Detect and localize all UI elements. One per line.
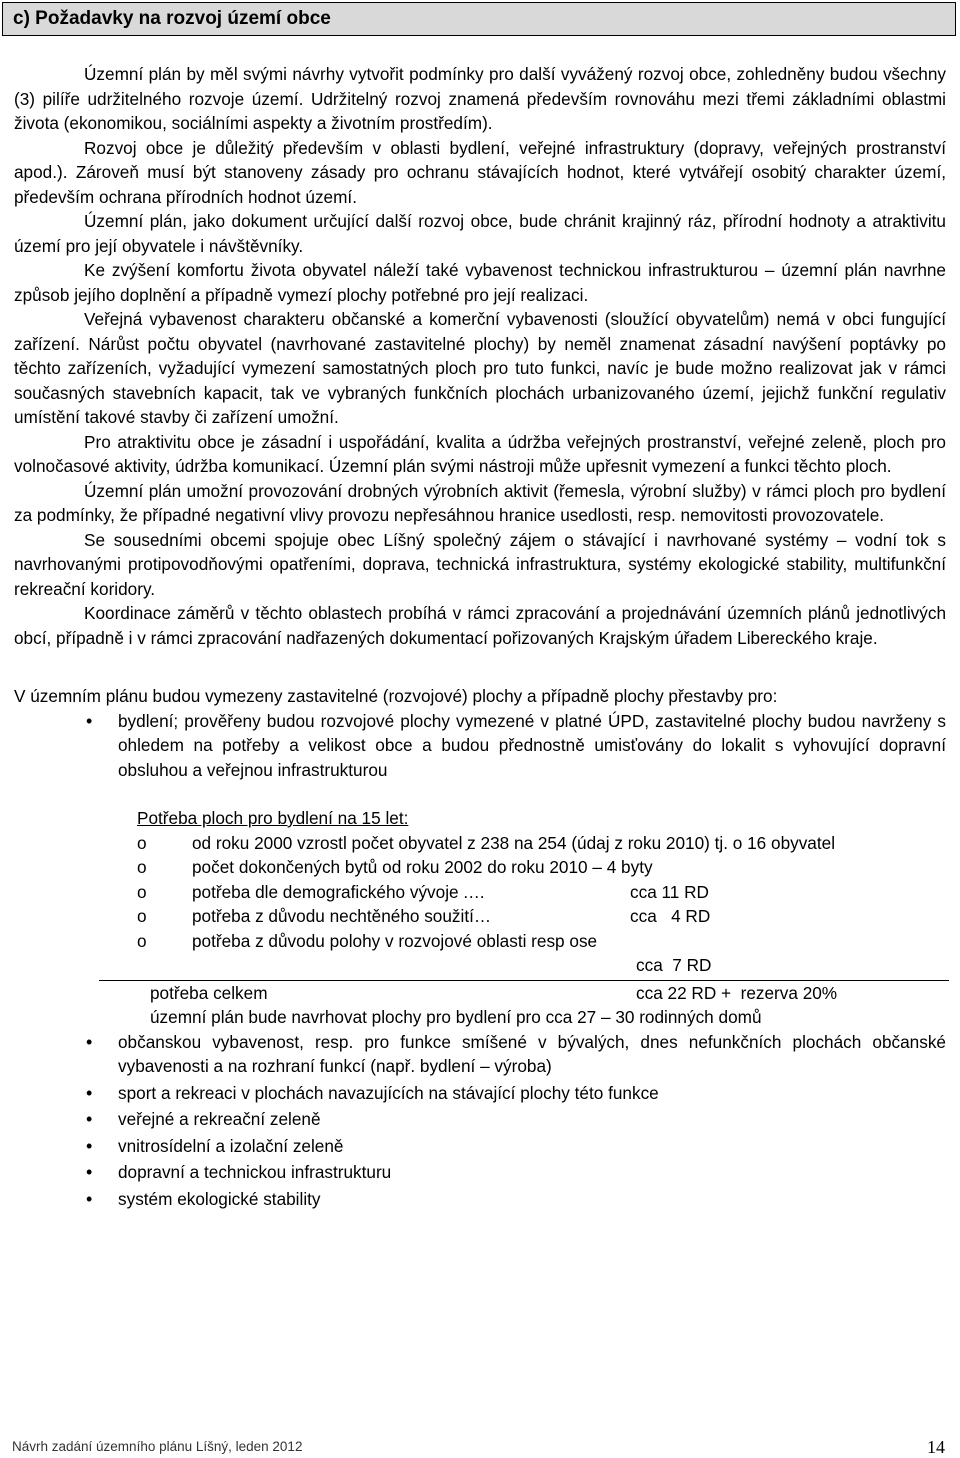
bullet-list	[14, 1030, 946, 1212]
list-item	[137, 855, 946, 880]
bullet-item: • sport a rekreaci v plochách navazujících na stávající plochy této funkce	[14, 1081, 946, 1106]
bullet-item: • systém ekologické stability	[14, 1187, 946, 1212]
bullet-list	[14, 709, 946, 783]
paragraph: Územní plán by měl svými návrhy vytvořit podmínky pro další vyvážený rozvoj obce, zohledněny budou všechny (3) pilíře udržitelného rozvoje území. Udržitelný rozvoj znamená především rovnováhu mezi třemi základními oblastmi života (ekonomikou, sociálními aspekty a životním prostředím).	[14, 64, 946, 133]
list-item-value: cca 4 RD	[630, 906, 711, 926]
page-number: 14	[927, 1437, 945, 1457]
list-marker: o	[137, 832, 147, 853]
list-item-text: od roku 2000 vzrostl počet obyvatel z 238 na 254 (údaj z roku 2010) tj. o 16 obyvatel	[192, 832, 836, 853]
list-item	[137, 929, 946, 954]
paragraph: Pro atraktivitu obce je zásadní i uspořádání, kvalita a údržba veřejných prostranství, veřejné zeleně, ploch pro volnočasové aktivity, údržba komunikací. Územní plán svými nástroji může upřesnit vymezení a funkci těchto ploch.	[14, 431, 946, 476]
paragraph: Se sousedními obcemi spojuje obec Líšný společný zájem o stávající i navrhované systémy – vodní tok s navrhovanými protipovodňovými opatřeními, doprava, technická infrastruktura, systémy ekologické stability, multifunkční rekreační koridory.	[14, 529, 946, 599]
paragraph: Územní plán, jako dokument určující další rozvoj obce, bude chránit krajinný ráz, přírodní hodnoty a atraktivitu území pro její obyvatele i návštěvníky.	[14, 211, 946, 256]
paragraph: Veřejná vybavenost charakteru občanské a komerční vybavenosti (sloužící obyvatelům) nemá v obci fungující zařízení. Nárůst počtu obyvatel (navrhované zastavitelné plochy) by neměl znamenat zásadní navýšení poptávky po těchto zařízeních, vyžadující vymezení samostatných ploch pro tuto funkci, navíc je bude možno realizovat jak v rámci současných stavebních kapacit, tak ve vybraných funkčních plochách urbanizovaného území, jejichž funkční regulativ umístění takové stavby či zařízení umožní.	[14, 309, 946, 427]
list-item-text: potřeba z důvodu polohy v rozvojové oblasti resp ose	[192, 930, 598, 951]
list-item	[137, 831, 946, 856]
bullet-item: • dopravní a technickou infrastrukturu	[14, 1160, 946, 1185]
bullet-item: • veřejné a rekreační zeleně	[14, 1107, 946, 1132]
list-item-text: potřeba dle demografického vývoje .…	[192, 881, 486, 902]
list-item-text: počet dokončených bytů od roku 2002 do roku 2010 – 4 byty	[192, 857, 653, 877]
list-item-value-row	[137, 953, 946, 978]
document-body	[14, 62, 946, 1211]
plan-intro: V územním plánu budou vymezeny zastavitelné (rozvojové) plochy a případně plochy přestavby pro:	[14, 686, 778, 706]
paragraph: Územní plán umožní provozování drobných výrobních aktivit (řemesla, výrobní služby) v rámci ploch pro bydlení za podmínky, že případné negativní vlivy provozu nepřesáhnou hranice usedlosti, resp. nemovitosti provozovatele.	[14, 480, 946, 525]
list-item	[137, 904, 946, 929]
list-item	[137, 880, 946, 905]
need-total-row	[150, 981, 946, 1006]
list-item-text: potřeba z důvodu nechtěného soužití…	[192, 906, 492, 926]
list-marker: o	[137, 906, 147, 926]
page-footer: Návrh zadání územního plánu Líšný, leden 2012	[12, 1439, 303, 1454]
need-conclusion: územní plán bude navrhovat plochy pro bydlení pro cca 27 – 30 rodinných domů	[150, 1007, 762, 1027]
housing-need-list	[137, 831, 946, 978]
need-total-value: cca 22 RD + rezerva 20%	[636, 982, 838, 1003]
need-total-label: potřeba celkem	[150, 982, 268, 1003]
housing-need-block	[137, 806, 946, 1030]
paragraph: Ke zvýšení komfortu života obyvatel náleží také vybavenost technickou infrastrukturou – územní plán navrhne způsob jejího doplnění a případně vymezí plochy potřebné pro její realizaci.	[14, 260, 946, 305]
housing-need-title: Potřeba ploch pro bydlení na 15 let:	[137, 808, 409, 828]
bullet-item: • vnitrosídelní a izolační zeleně	[14, 1134, 946, 1159]
list-item-value: cca 11 RD	[630, 881, 709, 902]
paragraph: Koordinace záměrů v těchto oblastech probíhá v rámci zpracování a projednávání územních plánů jednotlivých obcí, případně i v rámci zpracování nadřazených dokumentací pořizovaných Krajským úřadem Libereckého kraje.	[14, 603, 946, 648]
bullet-item-housing: • bydlení; prověřeny budou rozvojové plochy vymezené v platné ÚPD, zastavitelné plochy budou navrženy s ohledem na potřeby a velikost obce a budou přednostně umisťovány do lokalit s vyhovující dopravní obsluhou a veřejnou infrastrukturou	[14, 709, 946, 783]
paragraph: Rozvoj obce je důležitý především v oblasti bydlení, veřejné infrastruktury (dopravy, veřejných prostranství apod.). Zároveň musí být stanoveny zásady pro ochranu stávajících hodnot, které vytvářejí osobitý charakter území, především ochrana přírodních hodnot území.	[14, 137, 946, 207]
list-marker: o	[137, 857, 147, 877]
bullet-item: • občanskou vybavenost, resp. pro funkce smíšené v bývalých, dnes nefunkčních plochách občanské vybavenosti a na rozhraní funkcí (např. bydlení – výroba)	[14, 1030, 946, 1079]
list-item-value: cca 7 RD	[636, 955, 712, 975]
section-heading: c) Požadavky na rozvoj území obce	[2, 2, 956, 36]
list-marker: o	[137, 930, 147, 951]
list-marker: o	[137, 881, 147, 902]
